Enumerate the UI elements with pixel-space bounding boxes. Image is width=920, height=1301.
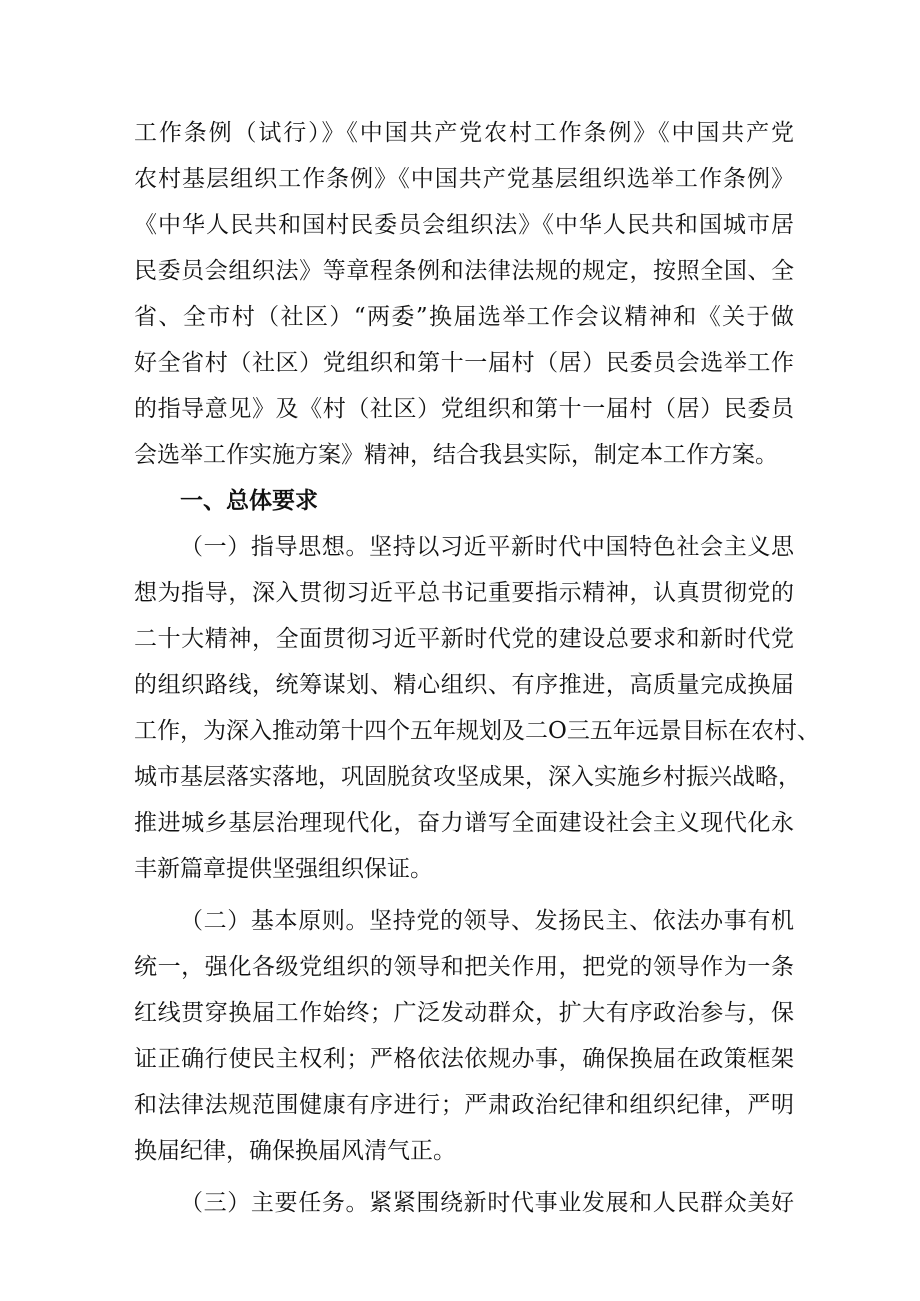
text-line: 城市基层落实落地，巩固脱贫攻坚成果，深入实施乡村振兴战略， — [134, 764, 801, 790]
text-line: 工作条例（试行）》《中国共产党农村工作条例》《中国共产党 — [134, 120, 794, 146]
text-line: 统一，强化各级党组织的领导和把关作用，把党的领导作为一条 — [134, 954, 794, 980]
text-line: （一）指导思想。坚持以习近平新时代中国特色社会主义思 — [180, 534, 794, 560]
text-line: 工作，为深入推动第十四个五年规划及二O三五年远景目标在农村、 — [134, 718, 820, 744]
section-heading: 一、总体要求 — [180, 488, 318, 514]
text-line: 好全省村（社区）党组织和第十一届村（居）民委员会选举工作 — [134, 350, 794, 376]
text-line: （三）主要任务。紧紧围绕新时代事业发展和人民群众美好 — [180, 1190, 794, 1216]
text-line: 的组织路线，统筹谋划、精心组织、有序推进，高质量完成换届 — [134, 672, 794, 698]
text-line: 证正确行使民主权利；严格依法依规办事，确保换届在政策框架 — [134, 1046, 794, 1072]
text-line: 和法律法规范围健康有序进行；严肃政治纪律和组织纪律，严明 — [134, 1092, 794, 1118]
guiding-ideology-paragraph — [134, 524, 820, 892]
document-body — [134, 110, 820, 1226]
text-line: （二）基本原则。坚持党的领导、发扬民主、依法办事有机 — [180, 908, 794, 934]
text-line: 丰新篇章提供坚强组织保证。 — [134, 856, 433, 882]
text-line: 换届纪律，确保换届风清气正。 — [134, 1138, 456, 1164]
text-line: 想为指导，深入贯彻习近平总书记重要指示精神，认真贯彻党的 — [134, 580, 794, 606]
intro-paragraph — [134, 110, 794, 478]
main-tasks-paragraph — [134, 1180, 794, 1226]
text-line: 民委员会组织法》等章程条例和法律法规的规定，按照全国、全 — [134, 258, 794, 284]
text-line: 会选举工作实施方案》精神，结合我县实际，制定本工作方案。 — [134, 442, 778, 468]
text-line: 推进城乡基层治理现代化，奋力谱写全面建设社会主义现代化永 — [134, 810, 794, 836]
text-line: 二十大精神，全面贯彻习近平新时代党的建设总要求和新时代党 — [134, 626, 794, 652]
text-line: 的指导意见》及《村（社区）党组织和第十一届村（居）民委员 — [134, 396, 794, 422]
text-line: 《中华人民共和国村民委员会组织法》《中华人民共和国城市居 — [134, 212, 794, 238]
text-line: 农村基层组织工作条例》《中国共产党基层组织选举工作条例》 — [134, 166, 794, 192]
text-line: 省、全市村（社区）“两委”换届选举工作会议精神和《关于做 — [134, 304, 794, 330]
basic-principles-paragraph — [134, 898, 794, 1174]
text-line: 红线贯穿换届工作始终；广泛发动群众，扩大有序政治参与，保 — [134, 1000, 794, 1026]
